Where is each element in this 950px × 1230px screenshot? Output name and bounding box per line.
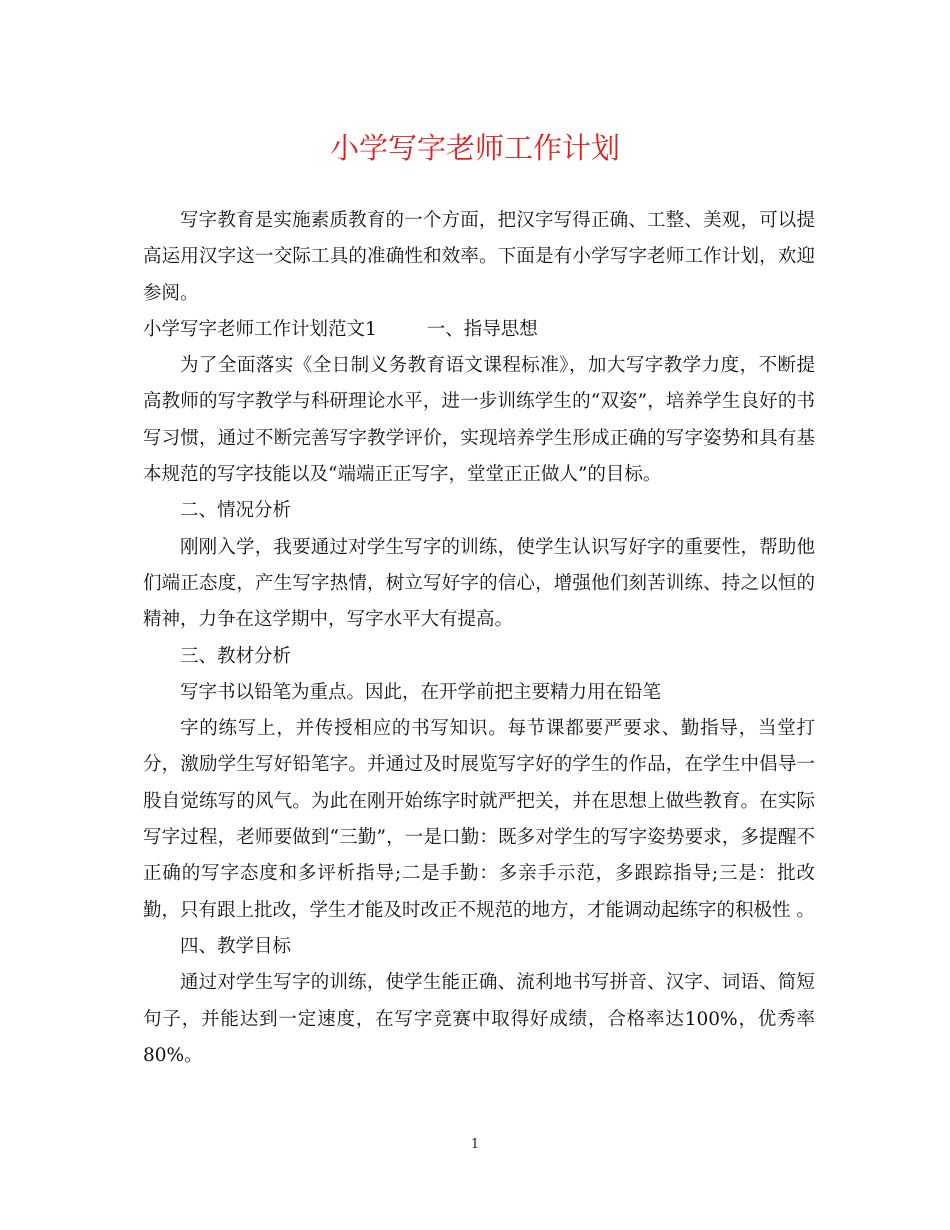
section-3-paragraph-b: 字的练写上，并传授相应的书写知识。每节课都要严要求、勤指导，当堂打分，激励学生写好铅笔字。并通过及时展览写字好的学生的作品，在学生中倡导一股自觉练写的风气。为此在刚开始练字时就严把关，并在思想上做些教育。在实际写字过程，老师要做到“三勤”，一是口勤：既多对学生的写字姿势要求，多提醒不正确的写字态度和多评析指导;二是手勤：多亲手示范，多跟踪指导;三是：批改勤，只有跟上批改，学生才能及时改正不规范的地方，才能调动起练字的积极性 。	[143, 718, 815, 921]
section-4-paragraph: 通过对学生写字的训练，使学生能正确、流利地书写拼音、汉字、词语、简短句子，并能达到一定速度，在写字竞赛中取得好成绩，合格率达100%，优秀率80%。	[143, 972, 815, 1066]
section-2-heading: 二、情况分析	[180, 500, 292, 522]
section-2-paragraph: 刚刚入学，我要通过对学生写字的训练，使学生认识写好字的重要性，帮助他们端正态度，产生写字热情，树立写好字的信心，增强他们刻苦训练、持之以恒的精神，力争在这学期中，写字水平大有提高。	[143, 536, 815, 631]
sample-heading: 小学写字老师工作计划范文1	[143, 318, 377, 340]
section-1-heading: 一、指导思想	[426, 318, 538, 340]
intro-paragraph: 写字教育是实施素质教育的一个方面，把汉字写得正确、工整、美观，可以提高运用汉字这一交际工具的准确性和效率。下面是有小学写字老师工作计划，欢迎参阅。	[143, 210, 815, 304]
section-3-paragraph-a: 写字书以铅笔为重点。因此，在开学前把主要精力用在铅笔	[180, 681, 662, 703]
document-title: 小学写字老师工作计划	[329, 131, 620, 165]
section-3-heading: 三、教材分析	[180, 645, 292, 667]
section-1-paragraph: 为了全面落实《全日制义务教育语文课程标准》，加大写字教学力度，不断提高教师的写字教学与科研理论水平，进一步训练学生的“双姿”，培养学生良好的书写习惯，通过不断完善写字教学评价，实现培养学生形成正确的写字姿势和具有基本规范的写字技能以及“端端正正写字，堂堂正正做人”的目标。	[143, 355, 815, 486]
document-body	[143, 203, 815, 1074]
sample-heading-line	[143, 312, 815, 348]
page-number: 1	[470, 1137, 480, 1152]
section-4-heading: 四、教学目标	[180, 935, 292, 957]
